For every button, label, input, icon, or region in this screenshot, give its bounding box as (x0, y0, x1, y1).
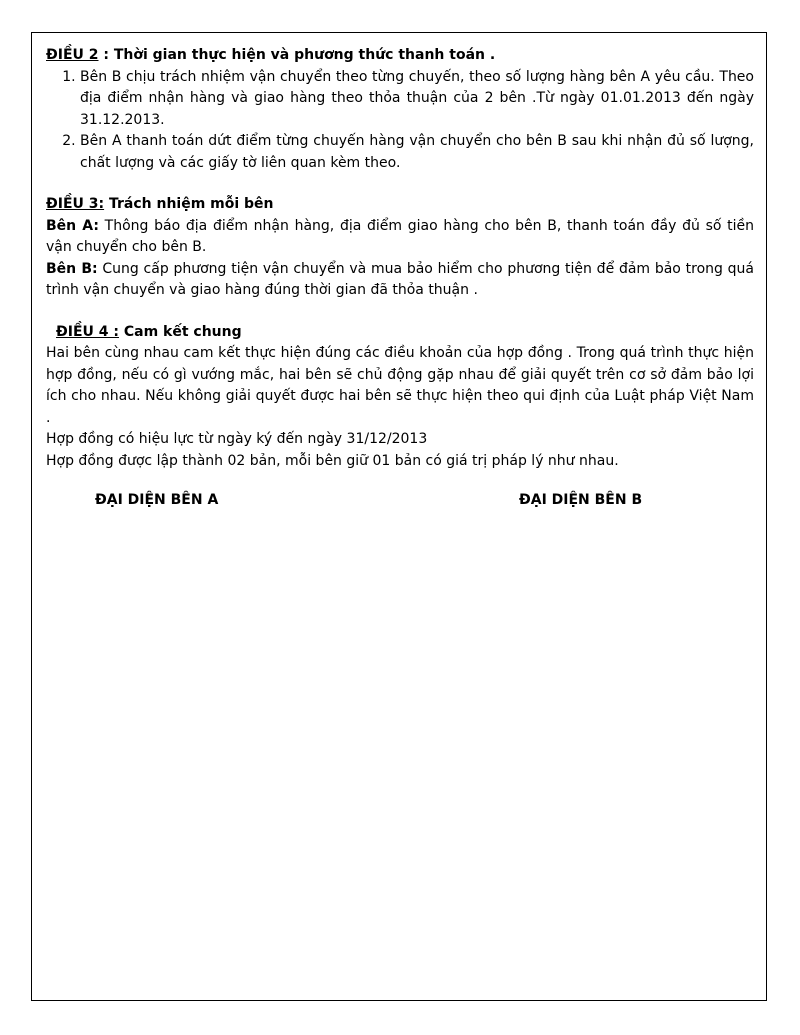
article-4-title: Cam kết chung (118, 323, 242, 340)
signature-row (46, 490, 754, 514)
article-2-list (46, 67, 754, 175)
article-2-heading (46, 45, 754, 67)
article-3-title: Trách nhiệm mỗi bên (104, 196, 274, 212)
document-body (46, 45, 754, 514)
article-3-label: ĐIỀU 3: (46, 196, 105, 212)
article-2-item-2: 2. Bên A thanh toán dứt điểm từng chuyến hàng vận chuyển cho bên B sau khi nhận đủ số lượng, chất lượng và các giấy tờ liên quan kèm theo. (80, 131, 754, 174)
party-a-responsibility (46, 216, 754, 259)
article-4-paragraph-1: Hai bên cùng nhau cam kết thực hiện đúng các điều khoản của hợp đồng . Trong quá trình thực hiện hợp đồng, nếu có gì vướng mắc, hai bên sẽ chủ động gặp nhau để giải quyết trên cơ sở đảm bảo lợi ích cho nhau. Nếu không giải quyết được hai bên sẽ thực hiện theo qui định của Luật pháp Việt Nam . (46, 345, 754, 426)
party-b-label: Bên B: (46, 260, 98, 277)
article-2-label: ĐIỀU 2 (46, 47, 99, 63)
party-b-signature-label: ĐẠI DIỆN BÊN B (519, 492, 643, 508)
article-4-heading (46, 322, 754, 344)
article-4-paragraph-3: Hợp đồng được lập thành 02 bản, mỗi bên giữ 01 bản có giá trị pháp lý như nhau. (46, 452, 619, 469)
article-4-label: ĐIỀU 4 : (56, 323, 119, 340)
article-4-paragraph-2: Hợp đồng có hiệu lực từ ngày ký đến ngày 31/12/2013 (46, 431, 428, 447)
party-a-signature-label: ĐẠI DIỆN BÊN A (95, 492, 219, 508)
party-a-label: Bên A: (46, 217, 99, 234)
party-a-text: Thông báo địa điểm nhận hàng, địa điểm giao hàng cho bên B, thanh toán đầy đủ số tiền vận chuyển cho bên B. (46, 217, 754, 255)
article-3-heading (46, 194, 754, 216)
party-b-text: Cung cấp phương tiện vận chuyển và mua bảo hiểm cho phương tiện để đảm bảo trong quá trình vận chuyển và giao hàng đúng thời gian đã thỏa thuận . (46, 260, 754, 298)
spacer (46, 174, 754, 194)
article-2-title: : Thời gian thực hiện và phương thức thanh toán . (98, 47, 496, 63)
article-2-item-1: 1. Bên B chịu trách nhiệm vận chuyển theo từng chuyến, theo số lượng hàng bên A yêu cầu. Theo địa điểm nhận hàng và giao hàng theo thỏa thuận của 2 bên .Từ ngày 01.01.2013 đến ngày 31.12.2013. (80, 67, 754, 132)
party-b-responsibility (46, 259, 754, 302)
spacer (46, 302, 754, 322)
